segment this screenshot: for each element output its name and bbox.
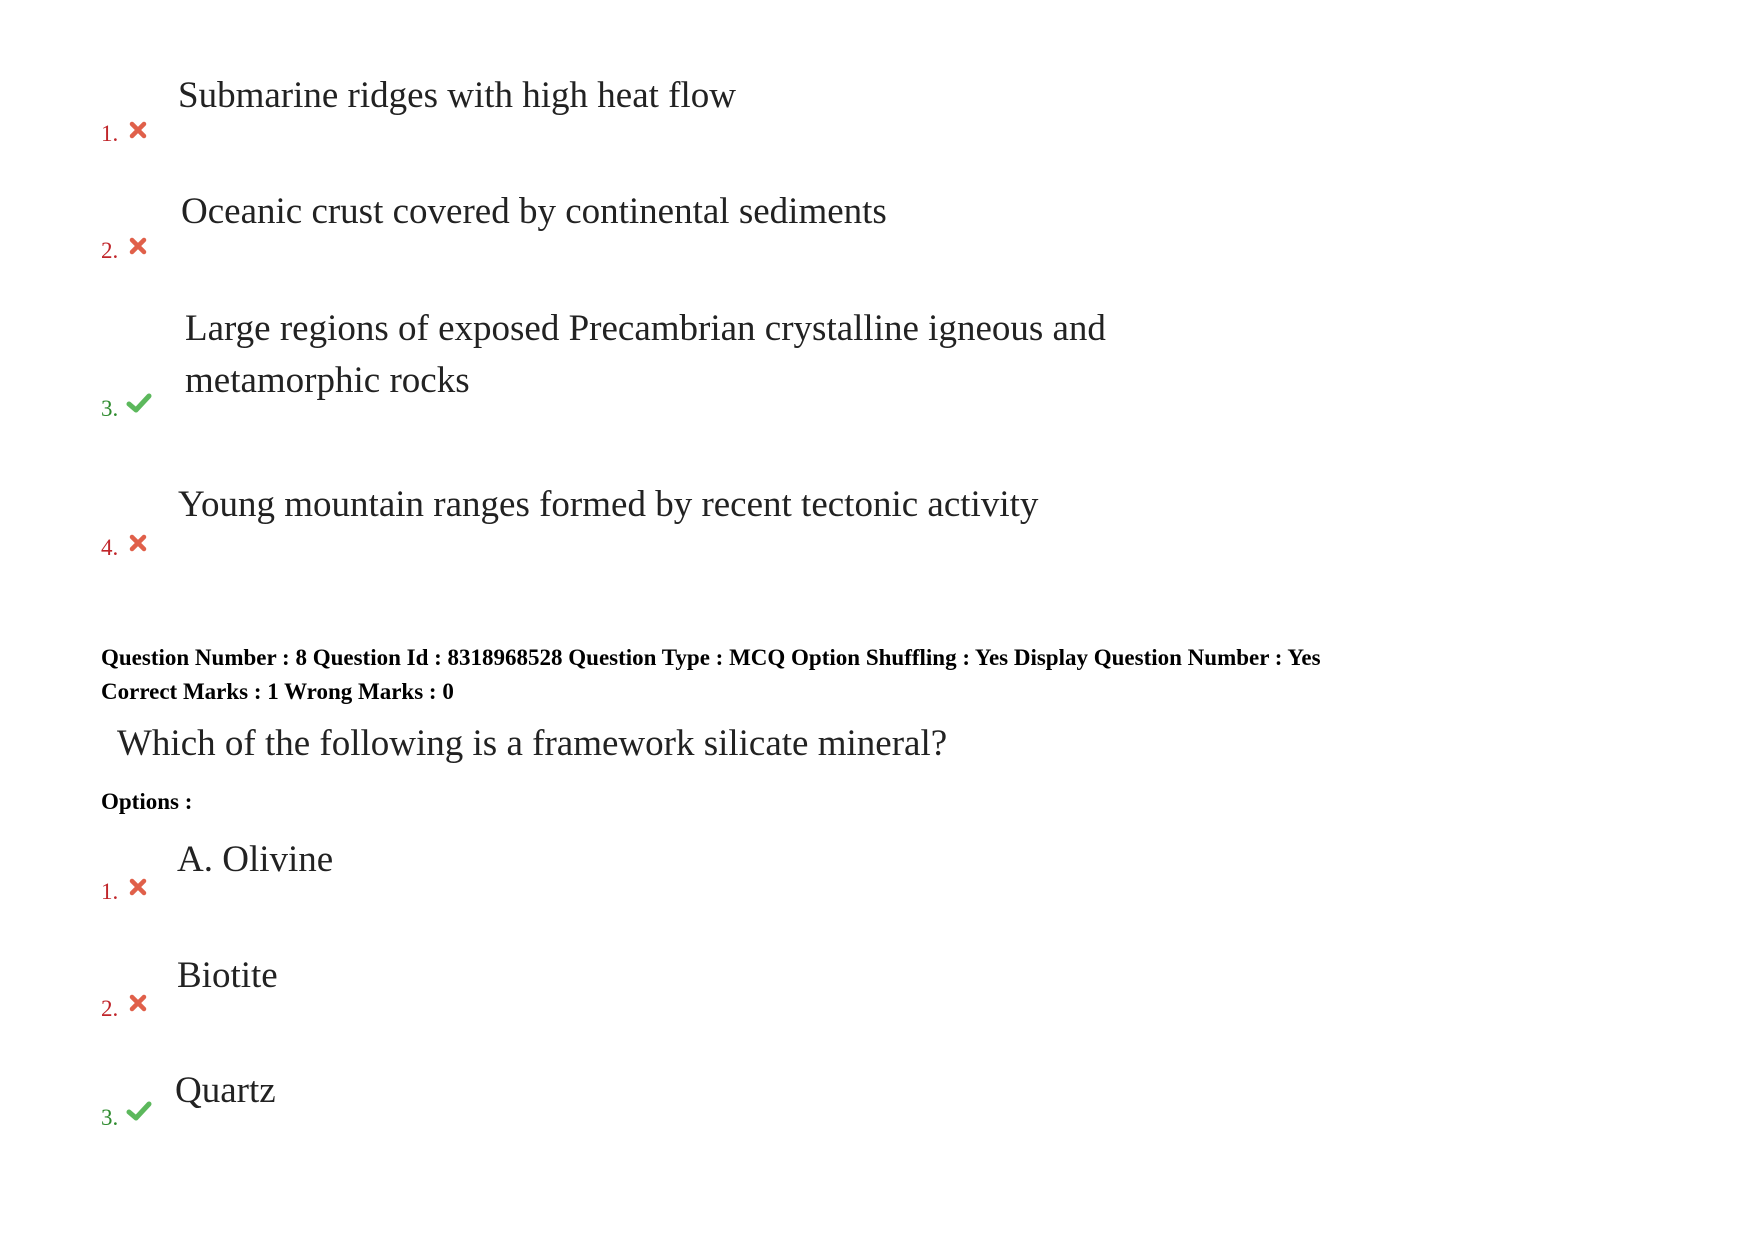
option-text: A. Olivine xyxy=(177,839,334,880)
cross-icon xyxy=(128,993,152,1015)
question-text: Which of the following is a framework silicate mineral? xyxy=(117,723,948,764)
question-meta-line-2: Correct Marks : 1 Wrong Marks : 0 xyxy=(101,679,454,704)
option-number: 2. xyxy=(101,238,119,263)
option-text-line-1: Large regions of exposed Precambrian crystalline igneous and xyxy=(185,308,1106,349)
check-icon xyxy=(126,1100,150,1122)
option-text: Oceanic crust covered by continental sediments xyxy=(181,191,887,232)
option-text: Submarine ridges with high heat flow xyxy=(178,75,736,116)
option-number: 4. xyxy=(101,535,119,560)
option-number: 3. xyxy=(101,1105,119,1130)
option-text: Young mountain ranges formed by recent tectonic activity xyxy=(178,484,1039,525)
cross-icon xyxy=(128,120,152,142)
question-meta-line-1: Question Number : 8 Question Id : 8318968528 Question Type : MCQ Option Shuffling : Yes Display Question Number : Yes xyxy=(101,645,1321,670)
cross-icon xyxy=(128,533,152,555)
option-number: 3. xyxy=(101,396,119,421)
option-number: 1. xyxy=(101,121,119,146)
options-label: Options : xyxy=(101,789,193,814)
option-number: 1. xyxy=(101,879,119,904)
option-text: Biotite xyxy=(177,955,278,996)
option-text: Quartz xyxy=(175,1070,276,1111)
option-number: 2. xyxy=(101,996,119,1021)
cross-icon xyxy=(128,877,152,899)
check-icon xyxy=(126,392,150,414)
cross-icon xyxy=(128,236,152,258)
option-text-line-2: metamorphic rocks xyxy=(185,360,470,401)
